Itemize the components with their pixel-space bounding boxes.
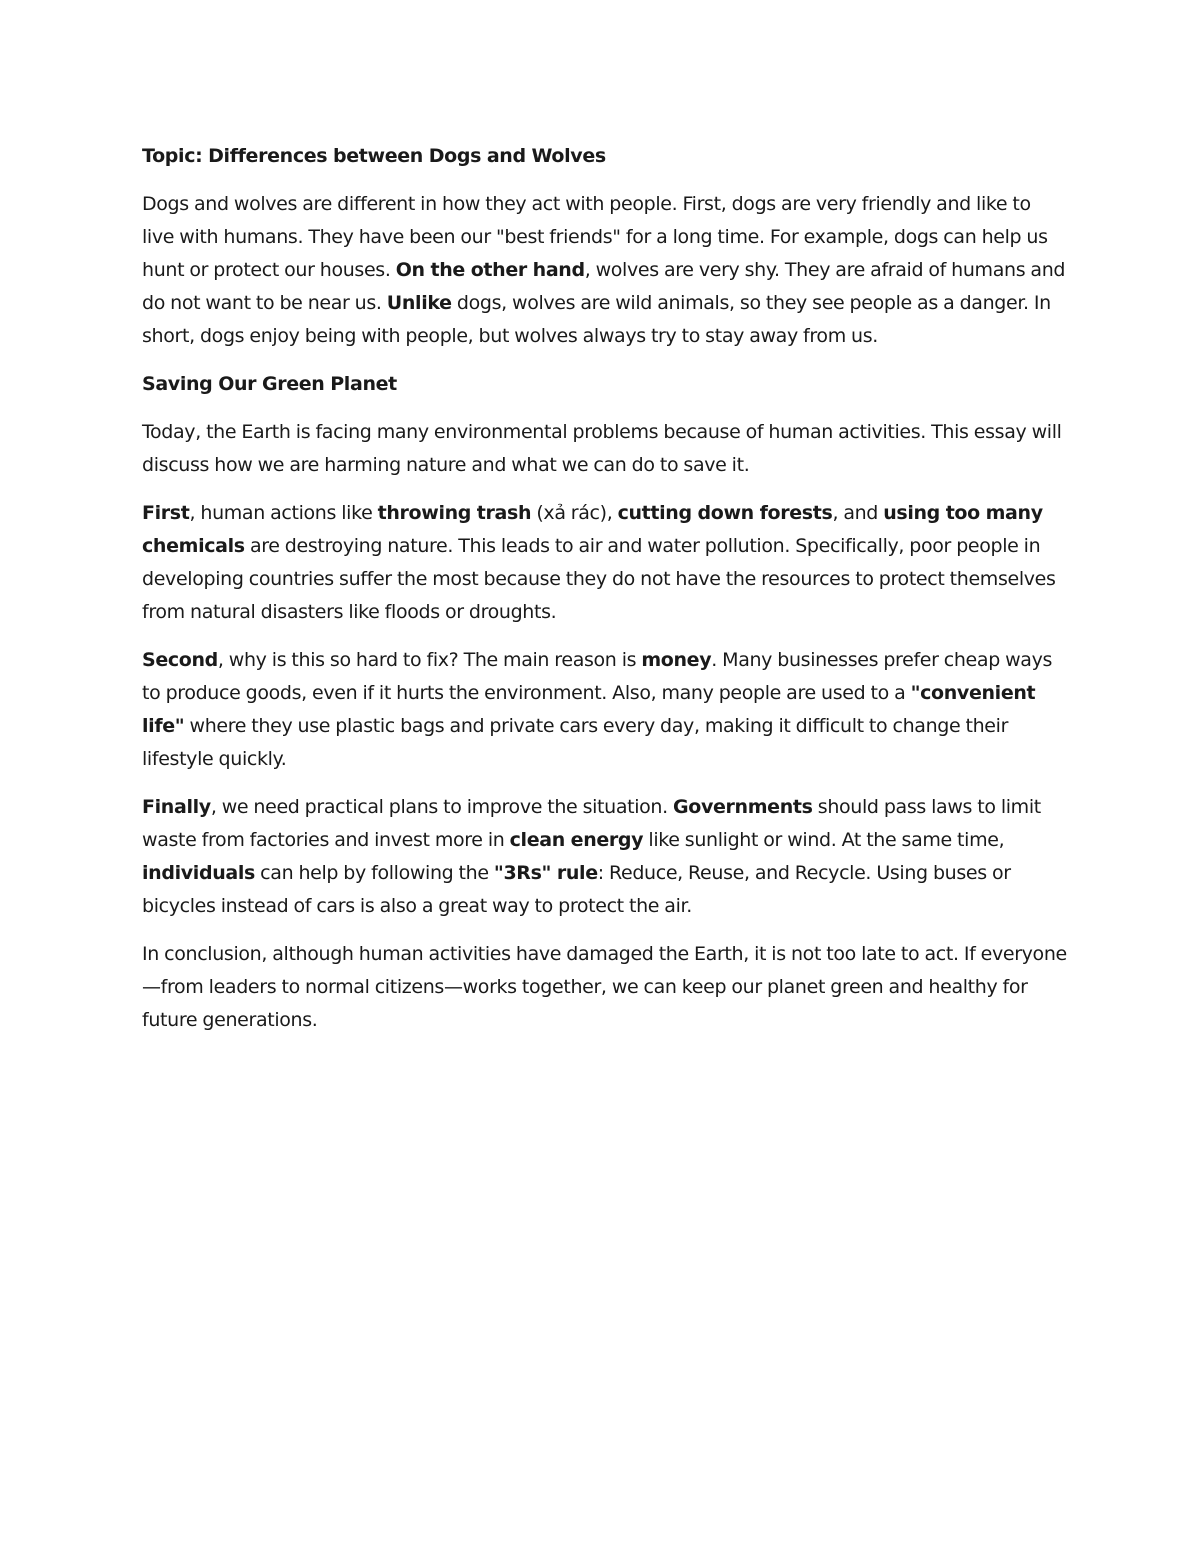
bold-phrase: Finally bbox=[142, 796, 211, 818]
text-span: , why is this so hard to fix? The main reason is bbox=[217, 649, 642, 671]
text-span: are destroying nature. This leads to air and water pollution. Specifically, poor people in developing countries suffer the most because they do not have the resources to protect themselves from natural disasters like floods or droughts. bbox=[142, 535, 1056, 623]
text-span: like sunlight or wind. At the same time, bbox=[643, 829, 1005, 851]
bold-phrase: Second bbox=[142, 649, 218, 671]
bold-phrase: Unlike bbox=[386, 292, 452, 314]
bold-phrase: throwing trash bbox=[377, 502, 532, 524]
text-span: , wolves are very shy. They are afraid of humans and do not want to be near us. bbox=[142, 259, 1066, 314]
text-span: : Reduce, Reuse, and Recycle. Using buses or bicycles instead of cars is also a great way to protect the air. bbox=[142, 862, 1011, 917]
text-span: , human actions like bbox=[189, 502, 378, 524]
bold-phrase: individuals bbox=[142, 862, 255, 884]
text-span: , we need practical plans to improve the situation. bbox=[210, 796, 674, 818]
conclusion-paragraph: In conclusion, although human activities have damaged the Earth, it is not too late to act. If everyone—from leaders to normal citizens—works together, we can keep our planet green and healthy for future generations. bbox=[142, 943, 1067, 1031]
text-span: , and bbox=[832, 502, 884, 524]
text-span: can help by following the bbox=[254, 862, 494, 884]
bold-phrase: Governments bbox=[673, 796, 813, 818]
intro-paragraph: Today, the Earth is facing many environmental problems because of human activities. This essay will discuss how we are harming nature and what we can do to save it. bbox=[142, 421, 1062, 476]
bold-phrase: "convenient life" bbox=[142, 682, 1036, 737]
bold-phrase: clean energy bbox=[509, 829, 644, 851]
bold-phrase: cutting down forests bbox=[617, 502, 833, 524]
second-paragraph bbox=[142, 644, 1067, 776]
text-span: dogs, wolves are wild animals, so they see people as a danger. In short, dogs enjoy being with people, but wolves always try to stay away from us. bbox=[142, 292, 1051, 347]
text-span: . Many businesses prefer cheap ways to produce goods, even if it hurts the environment. Also, many people are used to a bbox=[142, 649, 1053, 704]
bold-phrase: "3Rs" rule bbox=[493, 862, 598, 884]
text-span: where they use plastic bags and private cars every day, making it difficult to change their lifestyle quickly. bbox=[142, 715, 1009, 770]
text-span: (xả rác), bbox=[531, 502, 618, 524]
essay-title: Saving Our Green Planet bbox=[142, 373, 397, 395]
dogs-wolves-paragraph bbox=[142, 188, 1067, 353]
bold-phrase: using too many chemicals bbox=[142, 502, 1043, 557]
bold-phrase: money bbox=[641, 649, 712, 671]
text-span: Dogs and wolves are different in how they act with people. First, dogs are very friendly and like to live with humans. They have been our "best friends" for a long time. For example, dogs can help us hunt or protect our houses. bbox=[142, 193, 1048, 281]
finally-paragraph bbox=[142, 791, 1067, 923]
bold-phrase: First bbox=[142, 502, 190, 524]
document-body bbox=[142, 140, 1067, 1052]
text-span: should pass laws to limit waste from factories and invest more in bbox=[142, 796, 1041, 851]
first-paragraph bbox=[142, 497, 1067, 629]
bold-phrase: On the other hand bbox=[395, 259, 585, 281]
topic-heading: Topic: Differences between Dogs and Wolves bbox=[142, 145, 606, 167]
